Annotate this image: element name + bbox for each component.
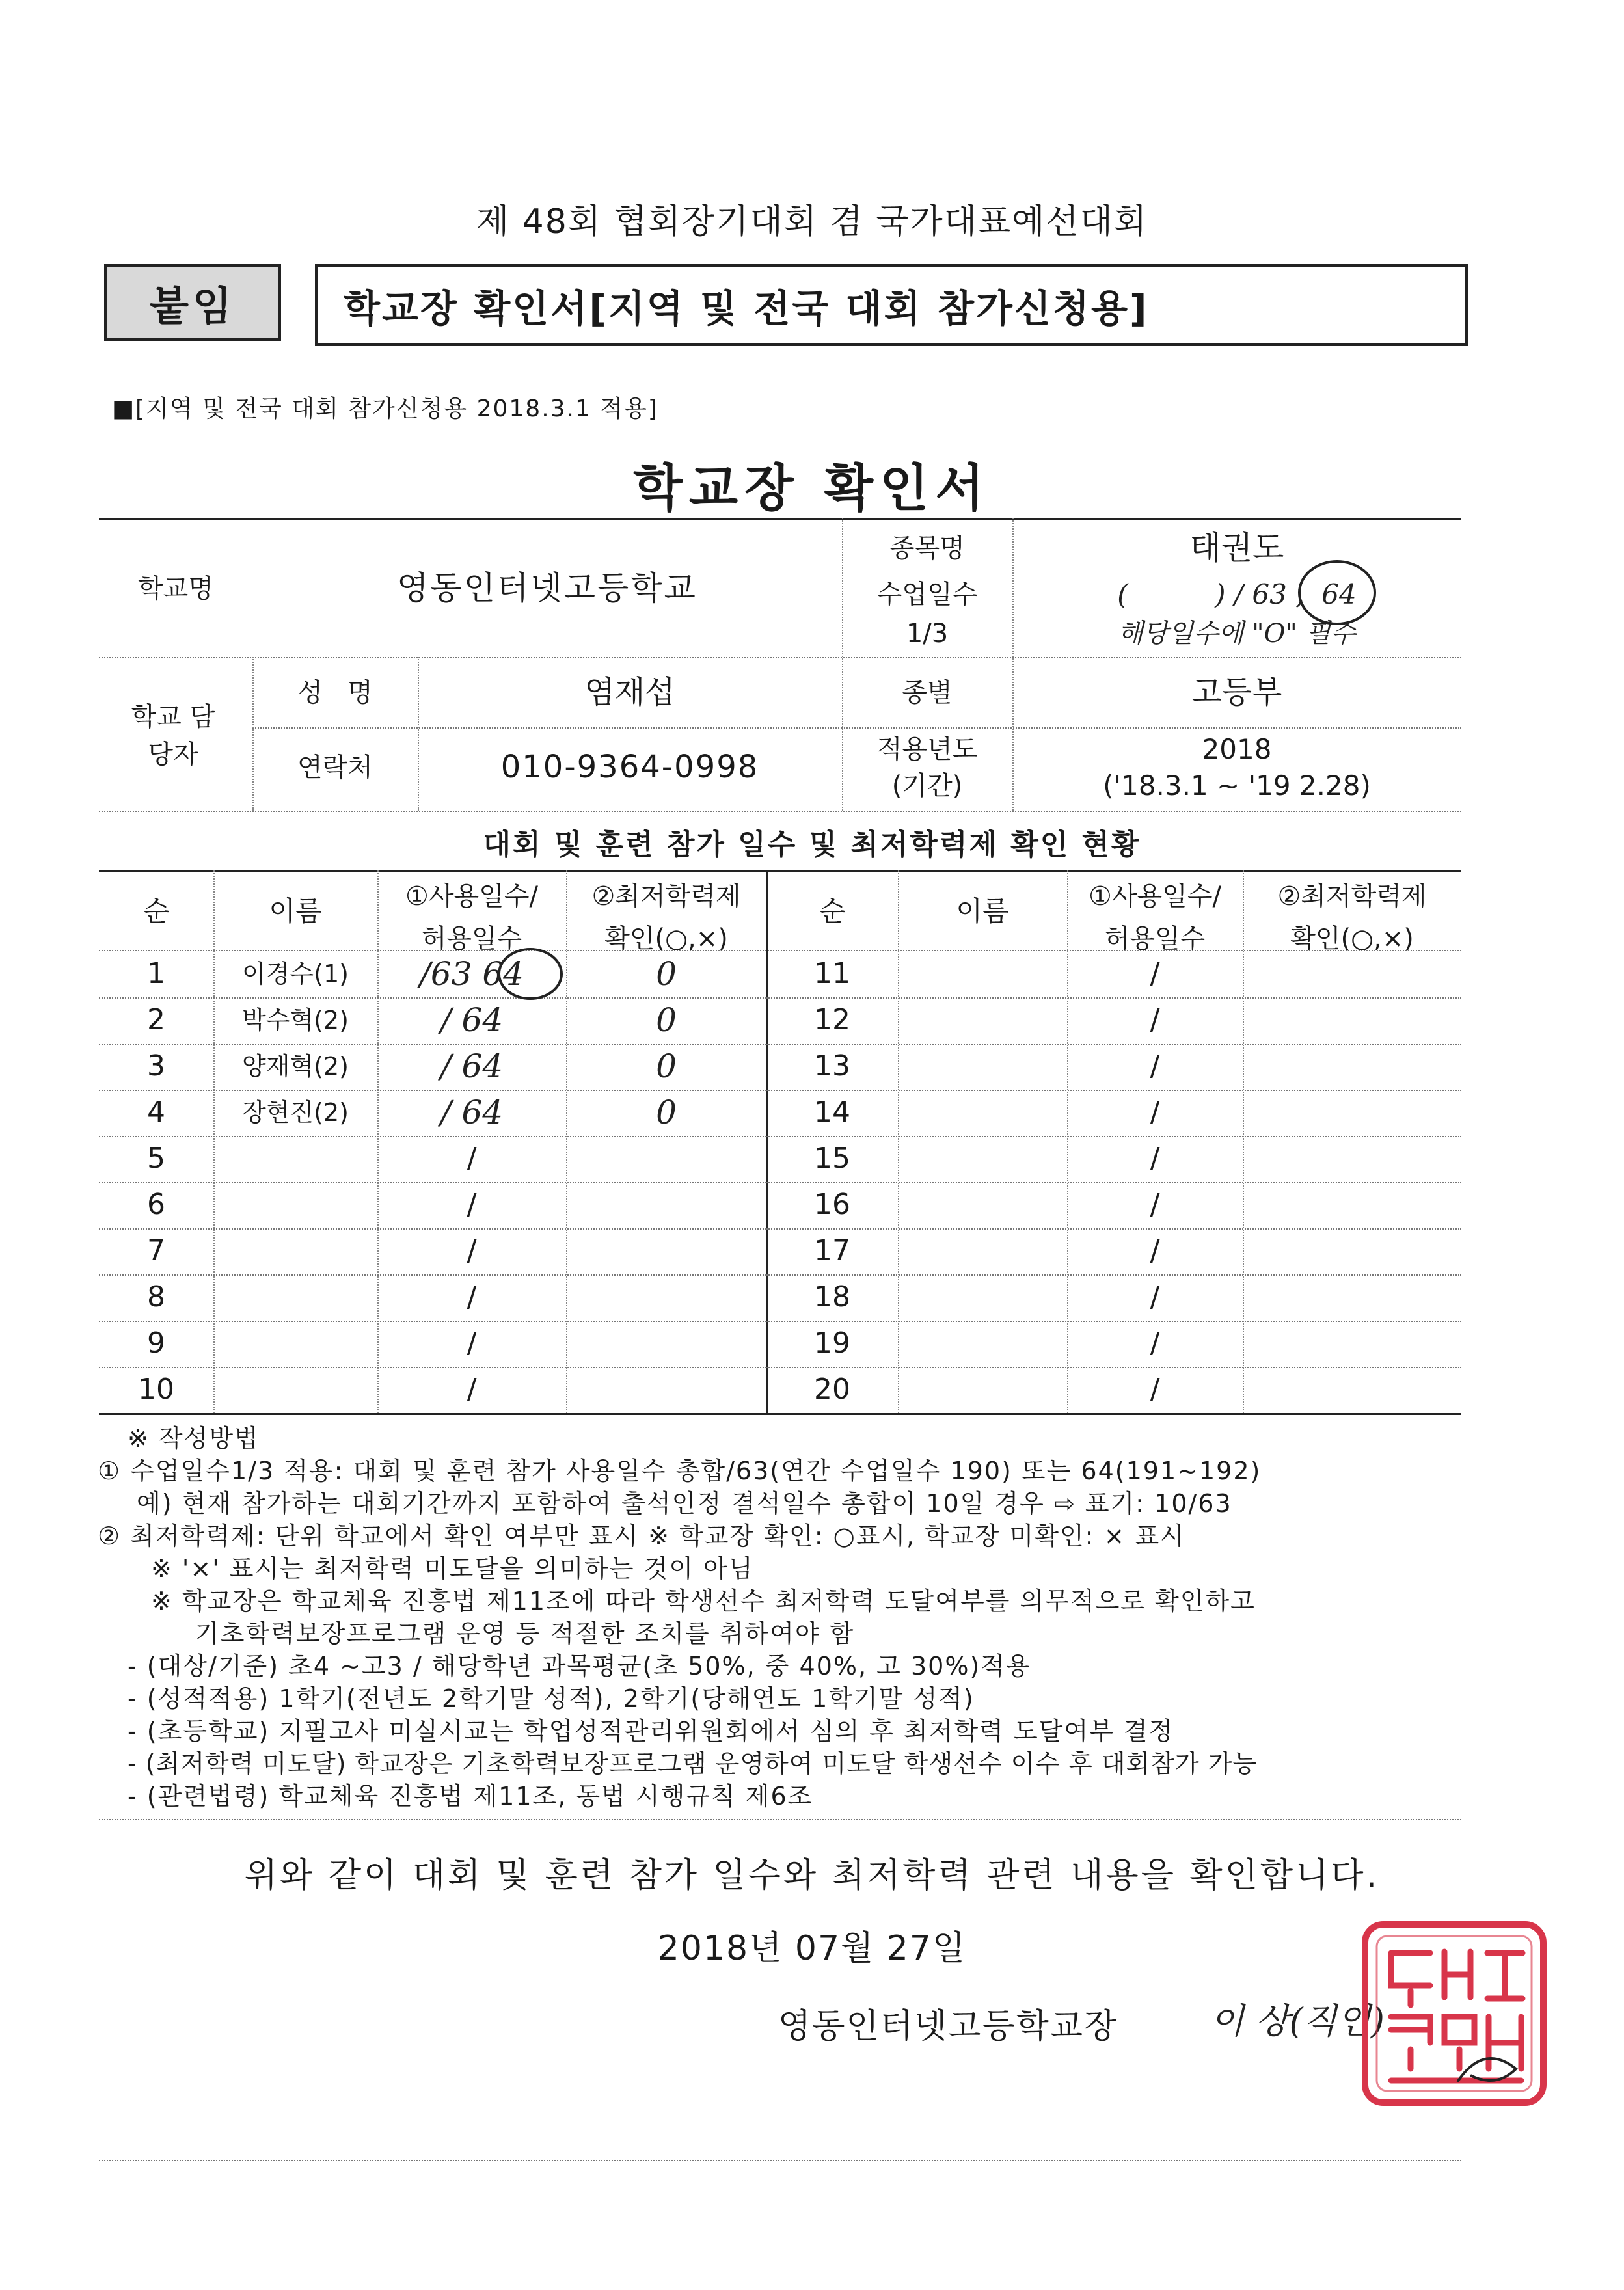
table-cell-days: / <box>1150 1142 1160 1176</box>
note-line: ② 최저학력제: 단위 학교에서 확인 여부만 표시 ※ 학교장 확인: ○표시, 학교장 미확인: × 표시 <box>98 1522 1185 1550</box>
table-cell-check: 0 <box>656 954 677 993</box>
table-cell-no: 20 <box>814 1373 850 1407</box>
table-cell-days: / <box>1150 1327 1160 1360</box>
form-title: 학교장 확인서[지역 및 전국 대회 참가신청용] <box>344 286 1149 330</box>
table-cell-no: 6 <box>147 1188 165 1222</box>
table-cell-days: / 64 <box>440 1047 504 1085</box>
table-cell-check <box>1243 1274 1461 1321</box>
table-cell-no: 12 <box>814 1003 850 1037</box>
division-mid-rule <box>842 727 1461 729</box>
table-cell-name <box>213 1136 377 1182</box>
contact-group-label: 학교 담당자 <box>131 702 215 770</box>
table-cell-days: / <box>1150 957 1160 991</box>
header-name-right: 이름 <box>956 895 1009 927</box>
division-value: 고등부 <box>1191 674 1282 711</box>
applicability-note: ■[지역 및 전국 대회 참가신청용 2018.3.1 적용] <box>112 396 658 422</box>
table-cell-name <box>898 1228 1067 1274</box>
header-check-right <box>1243 873 1461 954</box>
class-days-label: 수업일수 <box>876 580 978 610</box>
sport-value: 태권도 <box>1189 529 1284 567</box>
table-cell-name <box>898 1182 1067 1228</box>
header-no: 순 <box>142 895 170 927</box>
division-label: 종별 <box>902 678 953 708</box>
class-days-value: ( ) / 63 , 64 <box>1117 578 1357 610</box>
info-top-rule <box>99 518 1461 520</box>
table-cell-check: 0 <box>656 1047 677 1085</box>
table-cell-days: / 64 <box>440 1093 504 1131</box>
table-cell-days: / <box>467 1280 477 1314</box>
table-cell-days: / <box>1150 1188 1160 1222</box>
table-cell-no: 3 <box>147 1049 165 1083</box>
table-cell-check <box>1243 1228 1461 1274</box>
class-days-ratio-label: 1/3 <box>906 619 949 649</box>
table-cell-no: 9 <box>147 1327 165 1360</box>
table-cell-days: / <box>1150 1234 1160 1268</box>
table-cell-no: 15 <box>814 1142 850 1176</box>
table-cell-name <box>213 1367 377 1413</box>
header-days-line1: ①사용일수/ <box>1089 882 1221 911</box>
contact-name-label: 성 명 <box>297 678 373 708</box>
table-cell-name <box>898 1274 1067 1321</box>
table-cell-name <box>898 951 1067 997</box>
table-cell-name: 장현진(2) <box>242 1098 349 1127</box>
table-bottom-rule <box>99 1413 1461 1415</box>
class-days-note: 해당일수에 "O" 필수 <box>1118 619 1356 649</box>
info-mid-rule <box>99 657 1461 658</box>
table-cell-days: /63 64 <box>420 954 524 993</box>
table-cell-name <box>898 1090 1067 1136</box>
table-cell-check <box>1243 997 1461 1044</box>
form-title-box <box>315 264 1468 346</box>
row1-64-circle <box>494 945 566 1003</box>
table-cell-days: / <box>467 1234 477 1268</box>
table-cell-no: 8 <box>147 1280 165 1314</box>
footer-bottom-rule <box>99 2160 1461 2161</box>
table-cell-no: 14 <box>814 1096 850 1129</box>
table-cell-check: 0 <box>656 1093 677 1131</box>
sport-label: 종목명 <box>889 533 965 563</box>
table-cell-check <box>1243 1136 1461 1182</box>
contact-mid-rule <box>252 727 842 729</box>
header-check-line2: 확인(○,×) <box>604 924 728 954</box>
table-cell-name <box>213 1228 377 1274</box>
table-cell-days: / 64 <box>440 1001 504 1039</box>
table-cell-name <box>898 1321 1067 1367</box>
table-cell-days: / <box>467 1327 477 1360</box>
contact-phone: 010-9364-0998 <box>500 749 759 786</box>
table-cell-no: 5 <box>147 1142 165 1176</box>
note-line: - (대상/기준) 초4 ~고3 / 해당학년 과목평균(초 50%, 중 40%, 고 30%)적용 <box>128 1652 1031 1680</box>
note-line: 예) 현재 참가하는 대회기간까지 포함하여 출석인정 결석일수 총합이 10일 경우 ⇨ 표기: 10/63 <box>137 1489 1232 1518</box>
table-cell-name <box>213 1274 377 1321</box>
contact-name: 염재섭 <box>584 674 675 711</box>
year-label: 적용년도 <box>876 734 978 764</box>
note-line: ※ '×' 표시는 최저학력 미도달을 의미하는 것이 아님 <box>151 1554 754 1583</box>
header-check <box>566 873 766 954</box>
table-cell-days: / <box>467 1373 477 1407</box>
document-title: 학교장 확인서 <box>633 459 991 518</box>
table-cell-check <box>1243 1367 1461 1413</box>
header-days <box>377 873 566 954</box>
notes-bottom-rule <box>99 1819 1461 1820</box>
table-cell-no: 19 <box>814 1327 850 1360</box>
table-cell-name <box>213 1182 377 1228</box>
table-cell-no: 18 <box>814 1280 850 1314</box>
table-cell-no: 17 <box>814 1234 850 1268</box>
year-value: 2018 <box>1202 733 1272 765</box>
table-cell-days: / <box>467 1142 477 1176</box>
school-name-label: 학교명 <box>138 574 213 604</box>
principal-signature: 이 상(직인) <box>1210 2000 1385 2041</box>
table-cell-days: / <box>467 1188 477 1222</box>
attachment-label: 붙임 <box>150 282 236 330</box>
table-cell-no: 10 <box>138 1373 174 1407</box>
header-check-line2: 확인(○,×) <box>1290 924 1414 954</box>
note-line: - (초등학교) 지필고사 미실시교는 학업성적관리위원회에서 심의 후 최저학력 도달여부 결정 <box>128 1717 1174 1745</box>
notes-heading: ※ 작성방법 <box>128 1424 260 1453</box>
table-cell-no: 4 <box>147 1096 165 1129</box>
table-cell-check <box>1243 1044 1461 1090</box>
table-cell-check <box>1243 1182 1461 1228</box>
year-period: ('18.3.1 ~ '19 2.28) <box>1103 769 1371 801</box>
table-cell-check <box>1243 951 1461 997</box>
note-line: ① 수업일수1/3 적용: 대회 및 훈련 참가 사용일수 총합/63(연간 수업일수 190) 또는 64(191~192) <box>98 1457 1262 1485</box>
table-cell-name <box>898 997 1067 1044</box>
header-days-line1: ①사용일수/ <box>405 882 538 911</box>
note-line: - (최저학력 미도달) 학교장은 기초학력보장프로그램 운영하여 미도달 학생선수 이수 후 대회참가 가능 <box>128 1749 1258 1778</box>
table-cell-days: / <box>1150 1096 1160 1129</box>
table-cell-days: / <box>1150 1373 1160 1407</box>
header-no-right: 순 <box>819 895 846 927</box>
table-cell-check <box>566 1321 766 1367</box>
issue-date: 2018년 07월 27일 <box>657 1929 967 1968</box>
principal-title: 영동인터넷고등학교장 <box>778 2007 1118 2046</box>
note-line: - (관련법령) 학교체육 진흥법 제11조, 동법 시행규칙 제6조 <box>128 1782 813 1811</box>
table-top-rule <box>99 870 1461 872</box>
header-check-line1: ②최저학력제 <box>591 882 741 911</box>
table-cell-no: 11 <box>814 957 850 991</box>
table-cell-check <box>566 1182 766 1228</box>
event-title: 제 48회 협회장기대회 겸 국가대표예선대회 <box>476 202 1148 241</box>
table-cell-no: 2 <box>147 1003 165 1037</box>
table-cell-name <box>898 1044 1067 1090</box>
table-cell-check: 0 <box>656 1001 677 1039</box>
table-cell-check <box>566 1228 766 1274</box>
table-cell-no: 7 <box>147 1234 165 1268</box>
confirmation-statement: 위와 같이 대회 및 훈련 참가 일수와 최저학력 관련 내용을 확인합니다. <box>244 1856 1380 1895</box>
table-cell-check <box>566 1367 766 1413</box>
table-cell-days: / <box>1150 1049 1160 1083</box>
table-cell-no: 16 <box>814 1188 850 1222</box>
header-days-line2: 허용일수 <box>1104 924 1206 954</box>
table-cell-no: 13 <box>814 1049 850 1083</box>
table-cell-name <box>898 1136 1067 1182</box>
contact-phone-label: 연락처 <box>297 753 373 783</box>
table-cell-check <box>566 1136 766 1182</box>
table-cell-name <box>898 1367 1067 1413</box>
year-period-label: (기간) <box>891 771 963 801</box>
note-line: - (성적적용) 1학기(전년도 2학기말 성적), 2학기(당해연도 1학기말 성적) <box>128 1684 975 1713</box>
table-cell-days: / <box>1150 1003 1160 1037</box>
table-cell-name <box>213 1321 377 1367</box>
info-bottom-rule <box>99 811 1461 812</box>
table-cell-days: / <box>1150 1280 1160 1314</box>
header-check-line1: ②최저학력제 <box>1277 882 1427 911</box>
table-title: 대회 및 훈련 참가 일수 및 최저학력제 확인 현황 <box>483 828 1141 861</box>
attachment-label-box <box>104 264 281 341</box>
table-cell-check <box>1243 1321 1461 1367</box>
table-cell-name: 이경수(1) <box>242 959 349 988</box>
table-cell-name: 양재혁(2) <box>242 1051 349 1081</box>
school-seal-stamp <box>1360 1919 1549 2108</box>
table-cell-name: 박수혁(2) <box>242 1005 349 1034</box>
table-cell-check <box>1243 1090 1461 1136</box>
note-line: ※ 학교장은 학교체육 진흥법 제11조에 따라 학생선수 최저학력 도달여부를 의무적으로 확인하고 <box>151 1587 1256 1615</box>
header-name: 이름 <box>269 895 322 927</box>
note-line: 기초학력보장프로그램 운영 등 적절한 조치를 취하여야 함 <box>195 1619 855 1648</box>
header-days-right <box>1067 873 1243 954</box>
table-cell-no: 1 <box>147 957 165 991</box>
header-days-line2: 허용일수 <box>421 924 522 954</box>
school-name: 영동인터넷고등학교 <box>397 569 697 608</box>
table-cell-check <box>566 1274 766 1321</box>
